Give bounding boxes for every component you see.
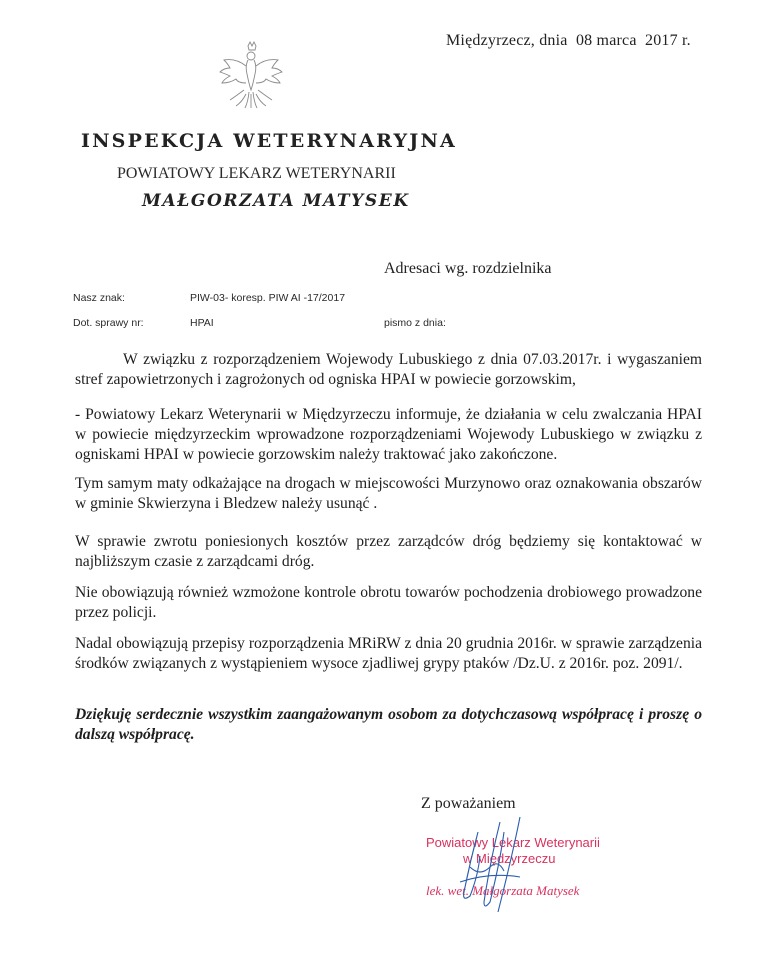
polish-eagle-emblem-icon	[218, 38, 284, 118]
body-paragraph: - Powiatowy Lekarz Weterynarii w Międzyrzeczu informuje, że działania w celu zwalczania HPAI w powiecie międzyrzeckim wprowadzone rozporządzeniami Wojewody Lubuskiego w związku z ogniskami HPAI w powiecie gorzowskim należy traktować jako zakończone.	[75, 406, 702, 463]
body-paragraph: W sprawie zwrotu poniesionych kosztów przez zarządców dróg będziemy się kontaktować w najbliższym czasie z zarządcami dróg.	[75, 533, 702, 570]
thanks-paragraph: Dziękuję serdecznie wszystkim zaangażowanym osobom za dotychczasową współpracę i proszę o dalszą współpracę.	[75, 706, 702, 743]
stamp-name: lek. wet. Małgorzata Matysek	[426, 883, 580, 898]
closing-salutation: Z poważaniem	[421, 795, 516, 812]
stamp-title: Powiatowy Lekarz Weterynarii	[426, 835, 600, 850]
place-and-date: Międzyrzecz, dnia 08 marca 2017 r.	[446, 32, 691, 49]
body-paragraph: W związku z rozporządzeniem Wojewody Lubuskiego z dnia 07.03.2017r. i wygaszaniem stref zapowietrzonych i zagrożonych od ogniska HPAI w powiecie gorzowskim,	[75, 351, 702, 388]
organization-role: POWIATOWY LEKARZ WETERYNARII	[117, 165, 396, 182]
organization-name: INSPEKCJA WETERYNARYJNA	[81, 130, 458, 152]
addressees: Adresaci wg. rozdzielnika	[384, 260, 552, 277]
body-paragraph: Nadal obowiązują przepisy rozporządzenia MRiRW z dnia 20 grudnia 2016r. w sprawie zarządzenia środków związanych z wystąpieniem wysoce zjadliwej grypy ptaków /Dz.U. z 2016r. poz. 2091/.	[75, 635, 702, 672]
reference-value: PIW-03- koresp. PIW AI -17/2017	[190, 292, 346, 304]
case-number-label: Dot. sprawy nr:	[73, 317, 144, 329]
body-paragraph: Nie obowiązują również wzmożone kontrole obrotu towarów pochodzenia drobiowego prowadzone przez policji.	[75, 584, 702, 621]
official-name: MAŁGORZATA MATYSEK	[142, 191, 410, 211]
stamp-location: w Międzyrzeczu	[463, 851, 556, 866]
case-number-value: HPAI	[190, 317, 214, 329]
letter-date-label: pismo z dnia:	[384, 317, 446, 329]
body-paragraph: Tym samym maty odkażające na drogach w miejscowości Murzynowo oraz oznakowania obszarów w gminie Skwierzyna i Bledzew należy usunąć .	[75, 475, 702, 512]
reference-label: Nasz znak:	[73, 292, 125, 304]
handwritten-signature-icon	[440, 812, 560, 922]
